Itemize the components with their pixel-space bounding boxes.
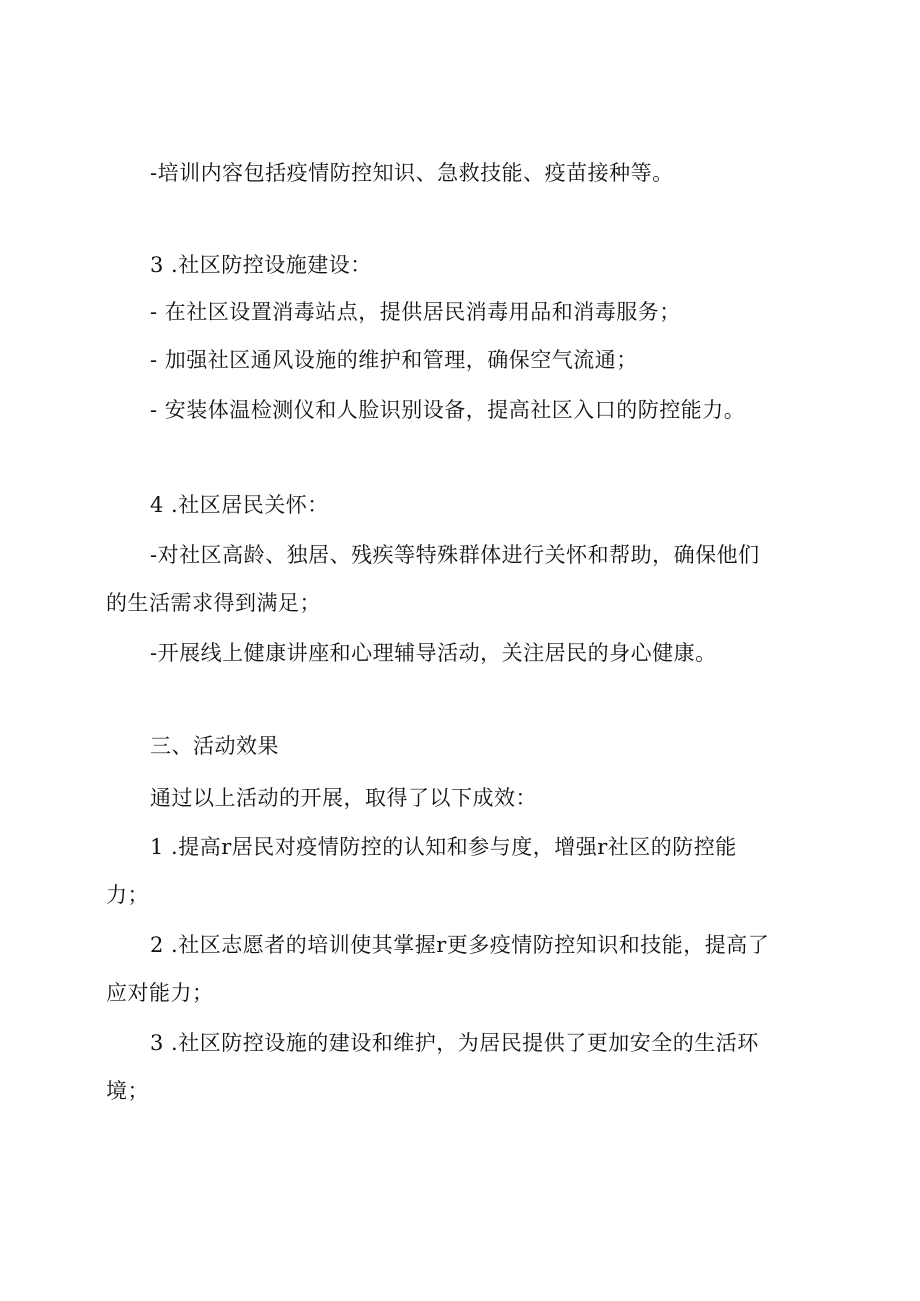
paragraph-line: - 加强社区通风设施的维护和管理，确保空气流通； bbox=[150, 348, 638, 372]
section-heading: 4 .社区居民关怀： bbox=[150, 493, 329, 517]
paragraph-line: 1 .提高r居民对疫情防控的认知和参与度，增强r社区的防控能 bbox=[150, 835, 737, 859]
paragraph-line: - 在社区设置消毒站点，提供居民消毒用品和消毒服务； bbox=[150, 300, 681, 324]
paragraph-line: -开展线上健康讲座和心理辅导活动，关注居民的身心健康。 bbox=[150, 641, 717, 665]
paragraph-line: - 安装体温检测仪和人脸识别设备，提高社区入口的防控能力。 bbox=[150, 398, 746, 422]
paragraph-line: 通过以上活动的开展，取得了以下成效： bbox=[150, 786, 537, 810]
section-heading: 3 .社区防控设施建设： bbox=[150, 253, 372, 277]
paragraph-line: 3 .社区防控设施的建设和维护，为居民提供了更加安全的生活环 bbox=[150, 1031, 759, 1055]
paragraph-line: 境； bbox=[106, 1079, 149, 1103]
paragraph-line: -培训内容包括疫情防控知识、急救技能、疫苗接种等。 bbox=[150, 161, 674, 185]
section-heading: 三、活动效果 bbox=[150, 734, 279, 758]
paragraph-line: 应对能力； bbox=[106, 981, 214, 1005]
paragraph-line: 2 .社区志愿者的培训使其掌握r更多疫情防控知识和技能，提高了 bbox=[150, 933, 770, 957]
paragraph-line: 力； bbox=[106, 883, 149, 907]
paragraph-line: -对社区高龄、独居、残疾等特殊群体进行关怀和帮助，确保他们 bbox=[150, 543, 760, 567]
paragraph-line: 的生活需求得到满足； bbox=[106, 591, 321, 615]
